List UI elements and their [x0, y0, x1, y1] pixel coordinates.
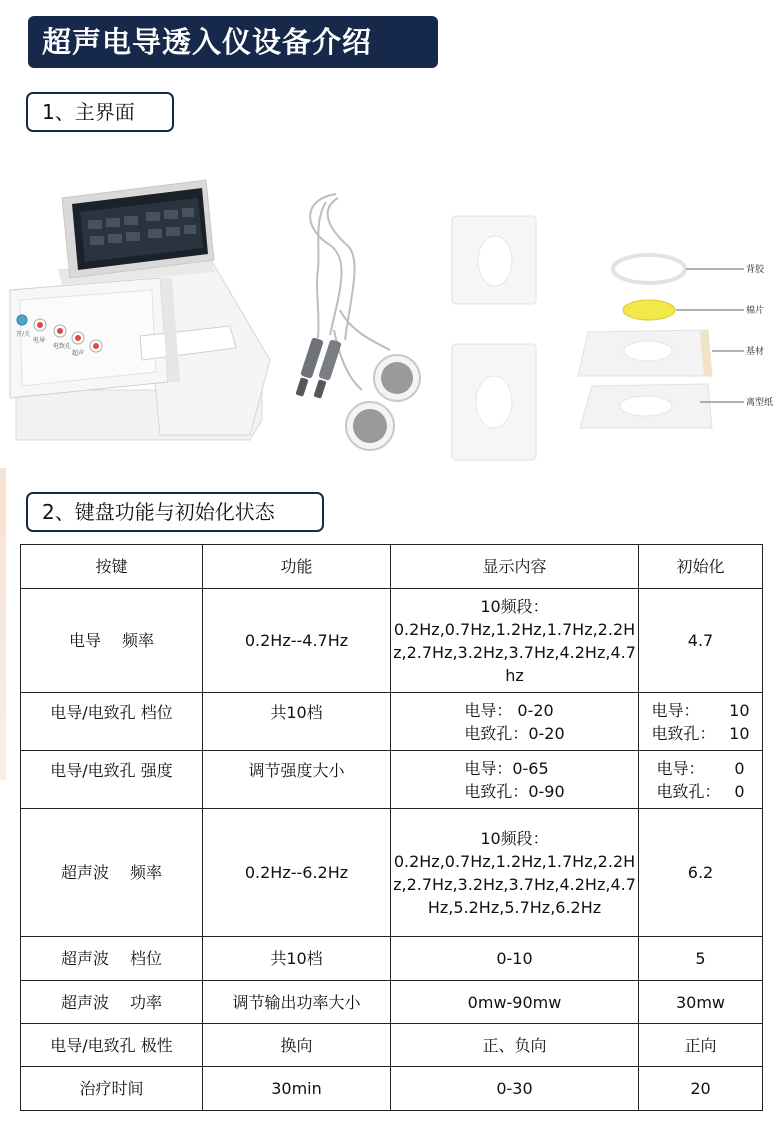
display-values: 0.2Hz,0.7Hz,1.2Hz,1.7Hz,2.2Hz,2.7Hz,3.2Hz,3.7Hz,4.2Hz,4.7hz [393, 619, 636, 685]
header-display: 显示内容 [391, 545, 639, 589]
cell-display [391, 589, 639, 693]
table-row [21, 693, 763, 751]
layer-label-substrate: 基材 [746, 347, 765, 357]
page-title: 超声电导透入仪设备介绍 [28, 16, 438, 68]
cell-function: 调节输出功率大小 [203, 981, 391, 1024]
device-label-ultrasound: 超声 [72, 350, 85, 357]
cell-display: 0-30 [391, 1067, 639, 1111]
init-label: 电致孔： [651, 723, 716, 743]
display-values: 0.2Hz,0.7Hz,1.2Hz,1.7Hz,2.2Hz,2.7Hz,3.2Hz,3.7Hz,4.2Hz,4.7Hz,5.2Hz,5.7Hz,6.2Hz [393, 851, 636, 917]
init-label: 电导： [656, 758, 705, 778]
product-photo [0, 150, 780, 470]
layer-label-cotton: 棉片 [746, 306, 765, 316]
cell-key: 超声波 功率 [21, 981, 203, 1024]
display-line: 电致孔：0-90 [464, 781, 565, 801]
patch-square-top [452, 216, 536, 304]
header-function: 功能 [203, 545, 391, 589]
cell-display [391, 693, 639, 751]
cell-key: 电导/电致孔 极性 [21, 1024, 203, 1067]
cell-display [391, 751, 639, 809]
init-label: 电致孔： [656, 781, 721, 801]
layer-label-release-paper: 离型纸 [746, 398, 774, 408]
device-label-conduct: 电导 [33, 337, 46, 344]
init-value: 10 [729, 700, 750, 720]
cell-function: 共10档 [203, 937, 391, 981]
table-row [21, 751, 763, 809]
cell-display: 0mw-90mw [391, 981, 639, 1024]
header-init: 初始化 [639, 545, 763, 589]
display-line: 电致孔：0-20 [464, 723, 565, 743]
patch-square-bottom [452, 344, 536, 460]
side-accent-bar [0, 468, 6, 780]
header-key: 按键 [21, 545, 203, 589]
init-label: 电导： [651, 700, 700, 720]
cell-init [639, 693, 763, 751]
cell-key: 治疗时间 [21, 1067, 203, 1111]
table-row [21, 937, 763, 981]
cell-init: 20 [639, 1067, 763, 1111]
display-line: 电导： 0-20 [464, 700, 554, 720]
device-label-electroporation: 电致孔 [53, 343, 72, 350]
table-row [21, 981, 763, 1024]
table-row [21, 1024, 763, 1067]
cell-function: 换向 [203, 1024, 391, 1067]
cell-init: 6.2 [639, 809, 763, 937]
table-row [21, 809, 763, 937]
cell-key: 超声波 频率 [21, 809, 203, 937]
table-header-row [21, 545, 763, 589]
layer-label-backing: 背胶 [746, 265, 765, 275]
init-value: 0 [734, 781, 745, 801]
table-row [21, 589, 763, 693]
patch-layers-diagram [578, 255, 773, 428]
display-title: 10频段： [480, 828, 549, 848]
cell-function: 0.2Hz--4.7Hz [203, 589, 391, 693]
device-label-power: 开/关 [16, 331, 31, 338]
cell-init: 正向 [639, 1024, 763, 1067]
cell-init: 5 [639, 937, 763, 981]
init-value: 0 [734, 758, 745, 778]
display-line: 电导：0-65 [464, 758, 549, 778]
electrode-plugs [295, 337, 341, 399]
cell-function: 30min [203, 1067, 391, 1111]
cell-display: 正、负向 [391, 1024, 639, 1067]
section-title-keyboard-functions: 2、键盘功能与初始化状态 [26, 492, 324, 532]
spec-table [20, 544, 763, 1111]
cell-function: 0.2Hz--6.2Hz [203, 809, 391, 937]
cell-init: 30mw [639, 981, 763, 1024]
table-row [21, 1067, 763, 1111]
cell-function: 调节强度大小 [203, 751, 391, 809]
cell-function: 共10档 [203, 693, 391, 751]
electrode-heads [346, 355, 420, 450]
init-value: 10 [729, 723, 750, 743]
cell-display: 0-10 [391, 937, 639, 981]
section-title-main-interface: 1、主界面 [26, 92, 174, 132]
cell-key: 电导/电致孔 强度 [21, 751, 203, 809]
cell-init: 4.7 [639, 589, 763, 693]
cell-display [391, 809, 639, 937]
product-illustration [0, 150, 780, 470]
cell-key: 电导/电致孔 档位 [21, 693, 203, 751]
cell-key: 超声波 档位 [21, 937, 203, 981]
display-title: 10频段： [480, 596, 549, 616]
cell-init [639, 751, 763, 809]
device-unit [10, 180, 270, 440]
electrode-cables [310, 194, 390, 390]
cell-key: 电导 频率 [21, 589, 203, 693]
